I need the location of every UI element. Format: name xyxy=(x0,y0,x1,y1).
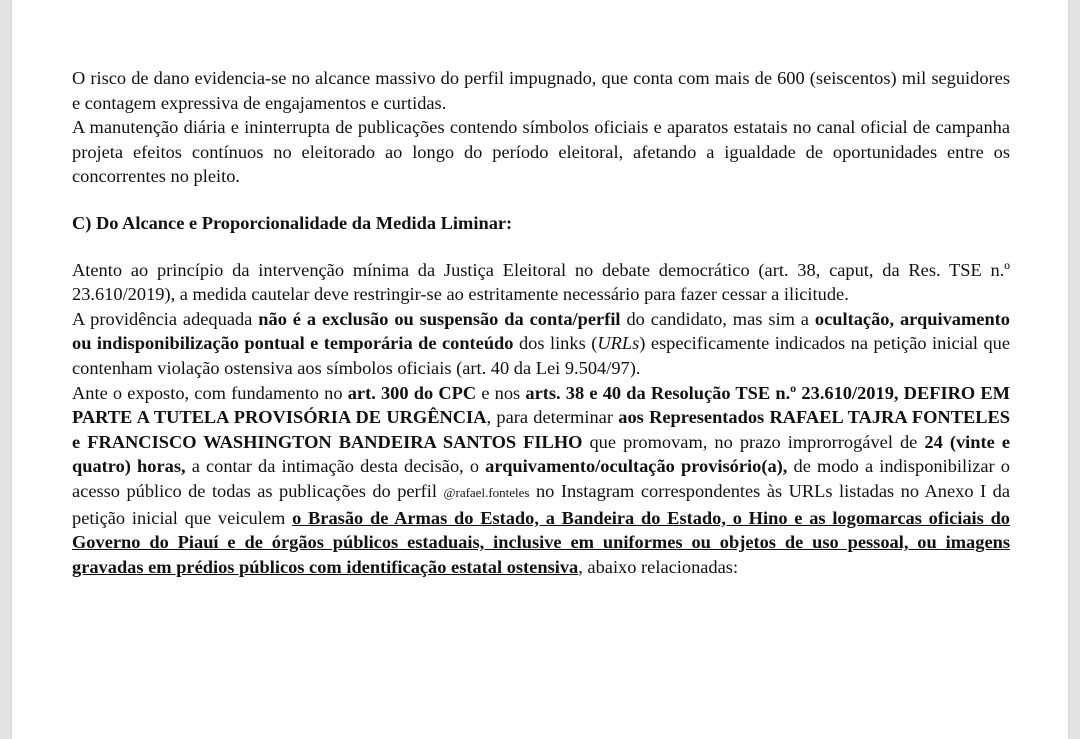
text-run: a contar da intimação desta decisão, o xyxy=(185,456,486,477)
paragraph-decision xyxy=(72,381,1010,580)
bold-text: arts. 38 e 40 da Resolução TSE n.º 23.610/2019, DEFIRO EM PARTE A TUTELA PROVISÓRIA DE URGÊNCIA xyxy=(72,382,1010,428)
bold-text: arquivamento/ocultação provisório(a), xyxy=(485,456,788,477)
bold-underlined-text: o Brasão de Armas do Estado, a Bandeira do Estado, o Hino e as logomarcas oficiais do Governo do Piauí e de órgãos públicos estaduais, inclusive em uniformes ou objetos de uso pessoal, ou imagens gravadas em prédios públicos com identificação estatal ostensiva xyxy=(72,507,1010,577)
bold-text: aos Representados RAFAEL TAJRA FONTELES e FRANCISCO WASHINGTON BANDEIRA SANTOS FILHO xyxy=(72,407,1011,452)
text-run: do candidato, mas sim a xyxy=(620,308,815,329)
text-run: no Instagram correspondentes às URLs listadas no Anexo I da petição inicial que veiculem xyxy=(72,480,1010,528)
text-run: dos links ( xyxy=(513,333,598,354)
bold-text: não é a exclusão ou suspensão da conta/perfil xyxy=(258,308,621,329)
italic-text: URLs xyxy=(597,333,640,354)
text-run: Ante o exposto, com fundamento no xyxy=(72,382,348,403)
bold-text: art. 300 do CPC xyxy=(347,382,477,403)
text-run: , abaixo relacionadas: xyxy=(578,556,739,577)
paragraph-adequate-measure xyxy=(72,307,1010,381)
text-run: de modo a indisponibilizar o acesso público de todas as publicações do perfil xyxy=(72,456,1010,501)
document-body xyxy=(72,66,1010,579)
text-run: ) especificamente indicados na petição inicial que contenham violação ostensiva aos símbolos oficiais (art. 40 da Lei 9.504/97). xyxy=(72,333,1011,378)
instagram-handle: @rafael.fonteles xyxy=(443,484,530,500)
paragraph-maintenance: A manutenção diária e ininterrupta de publicações contendo símbolos oficiais e aparatos estatais no canal oficial de campanha projeta efeitos contínuos no eleitorado ao longo do período eleitoral, afetando a igualdade de oportunidades entre os concorrentes no pleito. xyxy=(72,117,1010,187)
section-heading: C) Do Alcance e Proporcionalidade da Medida Liminar: xyxy=(72,212,513,233)
paragraph-minimal-intervention: Atento ao princípio da intervenção mínima da Justiça Eleitoral no debate democrático (art. 38, caput, da Res. TSE n.º 23.610/2019), a medida cautelar deve restringir-se ao estritamente necessário para fazer cessar a ilicitude. xyxy=(72,259,1010,305)
text-run: e nos xyxy=(476,382,526,403)
text-run: , para determinar xyxy=(486,407,619,428)
paragraph-risk: O risco de dano evidencia-se no alcance massivo do perfil impugnado, que conta com mais de 600 (seiscentos) mil seguidores e contagem expressiva de engajamentos e curtidas. xyxy=(72,68,1010,113)
bold-text: 24 (vinte e quatro) horas, xyxy=(72,431,1010,477)
bold-text: ocultação, arquivamento ou indisponibilização pontual e temporária de conteúdo xyxy=(72,308,1010,354)
text-run: A providência adequada xyxy=(72,308,259,329)
document-page xyxy=(12,0,1068,739)
text-run: que promovam, no prazo improrrogável de xyxy=(582,431,925,452)
